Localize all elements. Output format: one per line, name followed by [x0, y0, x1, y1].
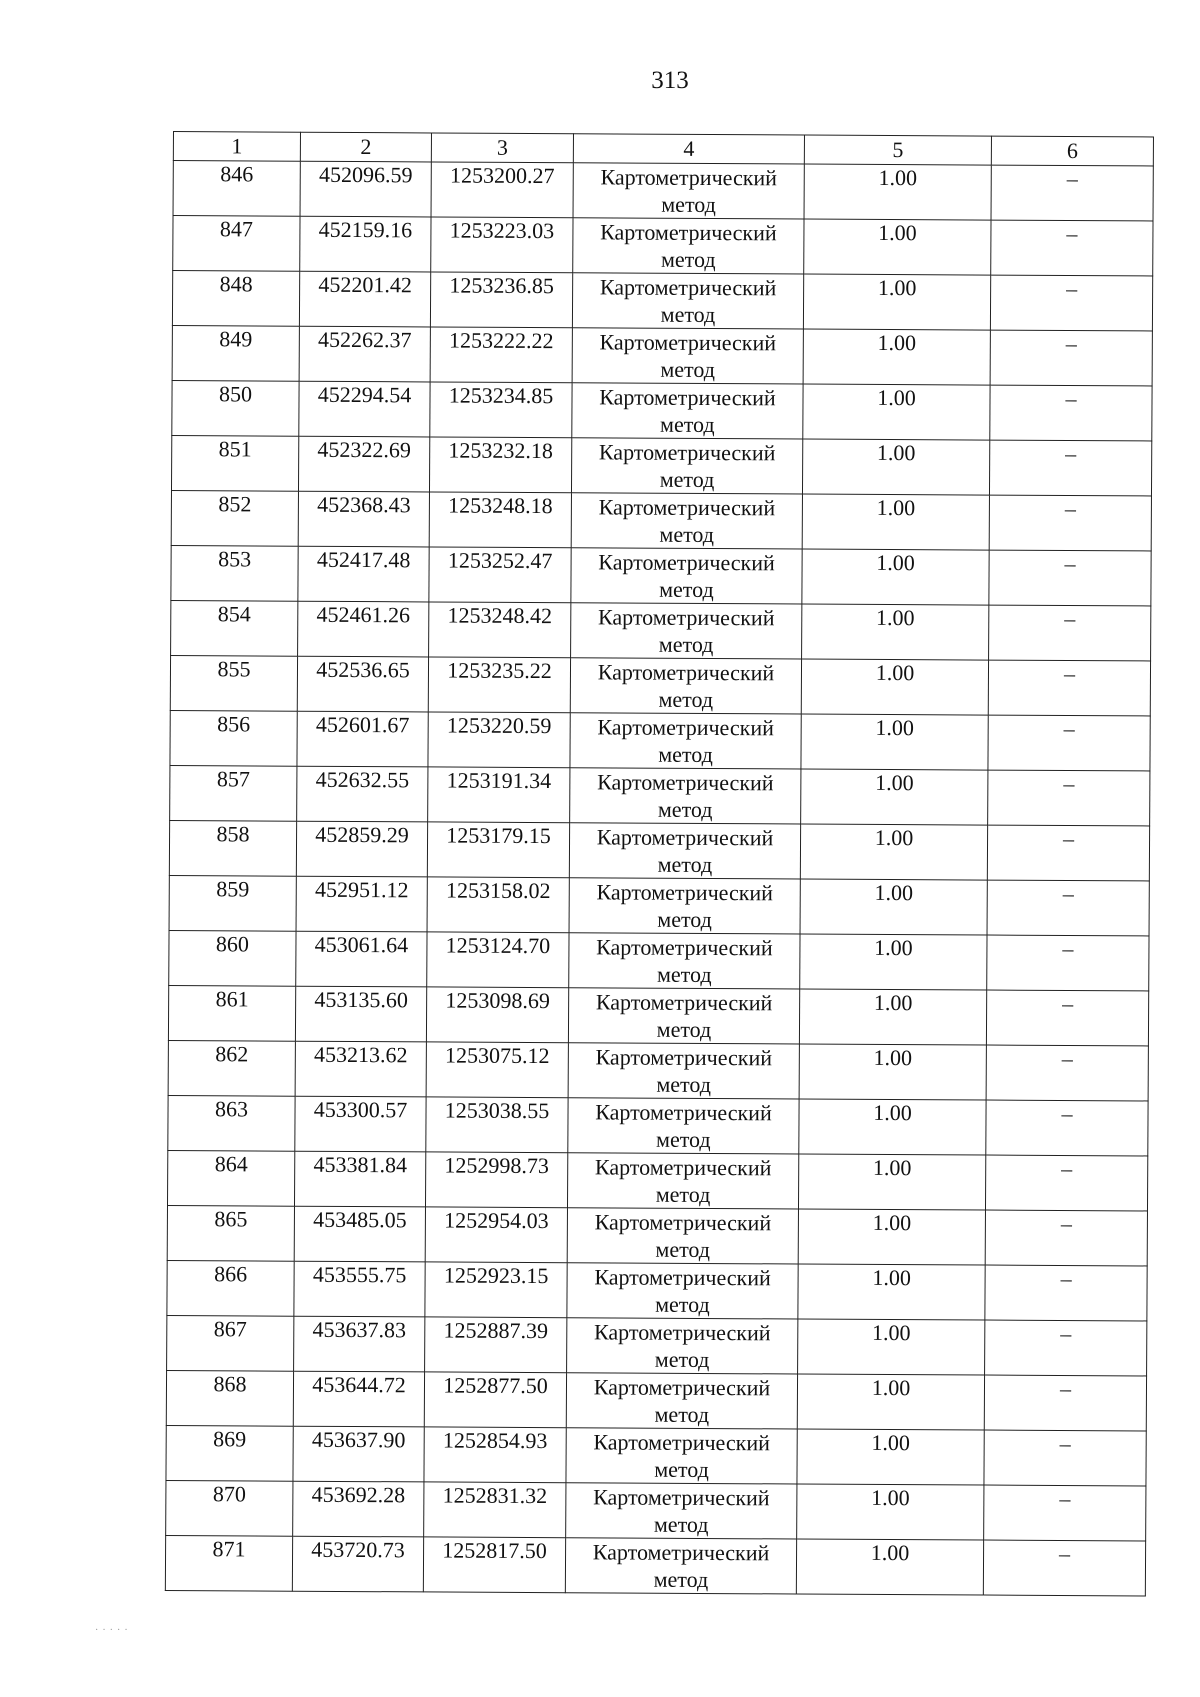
note-cell: –	[985, 1210, 1147, 1266]
x-coordinate-cell: 453213.62	[295, 1041, 426, 1097]
x-coordinate-cell: 452461.26	[298, 601, 429, 657]
method-label-line1: Картометрический	[598, 439, 776, 466]
note-cell: –	[985, 1265, 1147, 1321]
method-label-line1: Картометрический	[597, 714, 774, 741]
y-coordinate-cell: 1252877.50	[424, 1372, 566, 1428]
accuracy-cell: 1.00	[803, 384, 990, 440]
note-cell: –	[987, 825, 1149, 881]
point-number-cell: 848	[172, 271, 299, 327]
point-number-cell: 861	[168, 985, 295, 1041]
x-coordinate-cell: 452536.65	[297, 656, 428, 712]
accuracy-cell: 1.00	[802, 604, 989, 660]
method-label-line2: метод	[658, 741, 713, 768]
method-cell	[571, 493, 802, 549]
method-label-line2: метод	[660, 246, 716, 273]
accuracy-cell: 1.00	[797, 1429, 984, 1485]
y-coordinate-cell: 1252831.32	[424, 1482, 566, 1538]
method-label-line1: Картометрический	[596, 934, 773, 961]
point-number-cell: 866	[167, 1260, 294, 1316]
y-coordinate-cell: 1253220.59	[428, 712, 570, 768]
table-row	[168, 1040, 1148, 1100]
x-coordinate-cell: 452201.42	[299, 271, 430, 327]
note-cell: –	[988, 660, 1150, 716]
table-row	[171, 435, 1151, 495]
method-label-line2: метод	[654, 1346, 710, 1373]
y-coordinate-cell: 1252923.15	[425, 1262, 567, 1318]
note-cell: –	[990, 330, 1152, 386]
method-label-line1: Картометрический	[593, 1374, 771, 1401]
note-cell: –	[991, 220, 1153, 276]
method-label-line1: Картометрический	[600, 219, 777, 246]
point-number-cell: 860	[169, 930, 296, 986]
y-coordinate-cell: 1253223.03	[431, 217, 573, 273]
method-label-line1: Картометрический	[593, 1319, 771, 1346]
y-coordinate-cell: 1253179.15	[427, 822, 569, 878]
x-coordinate-cell: 452368.43	[298, 491, 429, 547]
note-cell: –	[988, 715, 1150, 771]
y-coordinate-cell: 1253235.22	[428, 657, 570, 713]
method-label-line2: метод	[656, 1126, 711, 1153]
method-cell	[570, 768, 801, 824]
method-cell	[570, 658, 801, 714]
method-label-line1: Картометрический	[595, 1044, 773, 1071]
y-coordinate-cell: 1253234.85	[430, 382, 572, 438]
y-coordinate-cell: 1253236.85	[430, 272, 572, 328]
table-row	[169, 820, 1149, 880]
point-number-cell: 870	[166, 1480, 293, 1536]
method-cell	[571, 548, 802, 604]
accuracy-cell: 1.00	[800, 879, 987, 935]
method-cell	[567, 1263, 798, 1319]
table-row	[172, 271, 1152, 331]
table-row	[168, 985, 1148, 1045]
method-label-line1: Картометрический	[597, 659, 775, 686]
point-number-cell: 855	[170, 655, 297, 711]
note-cell: –	[985, 1320, 1147, 1376]
method-cell	[566, 1428, 797, 1484]
note-cell: –	[989, 440, 1151, 496]
y-coordinate-cell: 1252854.93	[424, 1427, 566, 1483]
note-cell: –	[984, 1375, 1146, 1431]
table-row	[170, 710, 1150, 770]
note-cell: –	[984, 1485, 1146, 1541]
accuracy-cell: 1.00	[798, 1209, 985, 1265]
point-number-cell: 869	[166, 1425, 293, 1481]
note-cell: –	[983, 1540, 1145, 1596]
accuracy-cell: 1.00	[801, 714, 988, 770]
x-coordinate-cell: 453485.05	[294, 1206, 425, 1262]
method-cell	[566, 1373, 797, 1429]
x-coordinate-cell: 452096.59	[300, 161, 431, 217]
point-number-cell: 867	[167, 1315, 294, 1371]
note-cell: –	[986, 990, 1148, 1046]
x-coordinate-cell: 452159.16	[300, 216, 431, 272]
y-coordinate-cell: 1252887.39	[425, 1317, 567, 1373]
method-cell	[569, 823, 800, 879]
note-cell: –	[990, 275, 1152, 331]
point-number-cell: 851	[171, 435, 298, 491]
accuracy-cell: 1.00	[801, 659, 988, 715]
table-row	[166, 1370, 1146, 1430]
y-coordinate-cell: 1253158.02	[427, 877, 569, 933]
table-row	[169, 875, 1149, 935]
point-number-cell: 865	[167, 1205, 294, 1261]
note-cell: –	[991, 165, 1153, 221]
x-coordinate-cell: 452601.67	[297, 711, 428, 767]
table-row	[170, 765, 1150, 825]
method-cell	[569, 878, 800, 934]
table-row	[172, 380, 1152, 440]
method-label-line2: метод	[659, 576, 714, 603]
y-coordinate-cell: 1253232.18	[429, 437, 571, 493]
scan-specks: ·····	[95, 1625, 132, 1636]
accuracy-cell: 1.00	[802, 494, 989, 550]
method-label-line1: Картометрический	[599, 329, 777, 356]
table-row	[173, 216, 1153, 276]
method-label-line2: метод	[653, 1511, 709, 1538]
method-cell	[568, 1043, 799, 1099]
method-label-line2: метод	[653, 1566, 709, 1593]
method-cell	[566, 1483, 797, 1539]
column-header-2: 2	[300, 132, 431, 162]
x-coordinate-cell: 452632.55	[297, 766, 428, 822]
accuracy-cell: 1.00	[803, 329, 990, 385]
note-cell: –	[989, 605, 1151, 661]
y-coordinate-cell: 1253222.22	[430, 327, 572, 383]
note-cell: –	[984, 1430, 1146, 1486]
table-row	[167, 1260, 1147, 1320]
method-cell	[571, 438, 802, 494]
accuracy-cell: 1.00	[796, 1539, 983, 1595]
table-row	[170, 655, 1150, 715]
point-number-cell: 846	[173, 161, 300, 217]
accuracy-cell: 1.00	[798, 1154, 985, 1210]
x-coordinate-cell: 452951.12	[296, 876, 427, 932]
method-label-line1: Картометрический	[597, 604, 775, 631]
accuracy-cell: 1.00	[802, 439, 989, 495]
accuracy-cell: 1.00	[799, 1044, 986, 1100]
method-label-line2: метод	[654, 1401, 710, 1428]
method-cell	[570, 713, 801, 769]
point-number-cell: 853	[171, 545, 298, 601]
y-coordinate-cell: 1252817.50	[423, 1537, 565, 1593]
table-row	[167, 1150, 1147, 1210]
y-coordinate-cell: 1253252.47	[429, 547, 571, 603]
method-label-line1: Картометрический	[598, 494, 776, 521]
coordinates-table	[165, 131, 1154, 1596]
note-cell: –	[990, 385, 1152, 441]
column-header-1: 1	[173, 132, 300, 162]
accuracy-cell: 1.00	[804, 219, 991, 275]
accuracy-cell: 1.00	[804, 164, 991, 220]
method-label-line2: метод	[655, 1291, 710, 1318]
point-number-cell: 863	[168, 1095, 295, 1151]
method-label-line2: метод	[656, 961, 712, 988]
column-header-6: 6	[991, 136, 1153, 166]
y-coordinate-cell: 1253191.34	[428, 767, 570, 823]
point-number-cell: 859	[169, 875, 296, 931]
x-coordinate-cell: 453061.64	[296, 931, 427, 987]
accuracy-cell: 1.00	[798, 1319, 985, 1375]
method-label-line1: Картометрический	[599, 384, 776, 411]
method-cell	[573, 163, 804, 219]
point-number-cell: 871	[165, 1535, 292, 1591]
point-number-cell: 847	[173, 216, 300, 272]
table-row	[165, 1535, 1145, 1595]
table-row	[166, 1480, 1146, 1540]
method-label-line2: метод	[659, 521, 715, 548]
note-cell: –	[987, 880, 1149, 936]
x-coordinate-cell: 452294.54	[299, 381, 430, 437]
page-number: 313	[651, 67, 689, 94]
table-row	[167, 1205, 1147, 1265]
x-coordinate-cell: 452322.69	[298, 436, 429, 492]
method-cell	[569, 933, 800, 989]
y-coordinate-cell: 1252954.03	[425, 1207, 567, 1263]
accuracy-cell: 1.00	[802, 549, 989, 605]
method-label-line1: Картометрический	[594, 1154, 772, 1181]
method-label-line1: Картометрический	[598, 549, 775, 576]
y-coordinate-cell: 1253248.18	[429, 492, 571, 548]
method-label-line1: Картометрический	[595, 1099, 772, 1126]
column-header-4: 4	[573, 134, 804, 164]
y-coordinate-cell: 1253124.70	[427, 932, 569, 988]
method-label-line1: Картометрический	[596, 824, 774, 851]
accuracy-cell: 1.00	[797, 1374, 984, 1430]
method-label-line2: метод	[656, 1016, 712, 1043]
note-cell: –	[986, 1045, 1148, 1101]
accuracy-cell: 1.00	[799, 1099, 986, 1155]
point-number-cell: 858	[169, 820, 296, 876]
note-cell: –	[988, 770, 1150, 826]
method-cell	[567, 1208, 798, 1264]
table-row	[166, 1425, 1146, 1485]
column-header-3: 3	[431, 133, 573, 163]
note-cell: –	[986, 1100, 1148, 1156]
table-row	[171, 490, 1151, 550]
table-row	[172, 325, 1152, 385]
x-coordinate-cell: 453135.60	[295, 986, 426, 1042]
accuracy-cell: 1.00	[797, 1484, 984, 1540]
method-label-line2: метод	[655, 1181, 711, 1208]
y-coordinate-cell: 1253038.55	[426, 1097, 568, 1153]
method-label-line1: Картометрический	[592, 1539, 770, 1566]
table-row	[169, 930, 1149, 990]
y-coordinate-cell: 1253200.27	[431, 162, 573, 218]
x-coordinate-cell: 453720.73	[292, 1536, 423, 1592]
x-coordinate-cell: 452417.48	[298, 546, 429, 602]
accuracy-cell: 1.00	[800, 824, 987, 880]
method-label-line2: метод	[660, 356, 716, 383]
method-label-line1: Картометрический	[593, 1429, 770, 1456]
note-cell: –	[989, 550, 1151, 606]
table-row	[167, 1315, 1147, 1375]
point-number-cell: 864	[167, 1150, 294, 1206]
point-number-cell: 857	[170, 765, 297, 821]
table-row	[171, 600, 1151, 660]
method-cell	[568, 1098, 799, 1154]
method-cell	[573, 218, 804, 274]
y-coordinate-cell: 1253098.69	[426, 987, 568, 1043]
method-label-line2: метод	[660, 411, 715, 438]
point-number-cell: 856	[170, 710, 297, 766]
x-coordinate-cell: 453381.84	[294, 1151, 425, 1207]
method-cell	[567, 1153, 798, 1209]
method-label-line1: Картометрический	[597, 769, 774, 796]
method-label-line1: Картометрический	[594, 1264, 771, 1291]
x-coordinate-cell: 452262.37	[299, 326, 430, 382]
point-number-cell: 849	[172, 325, 299, 381]
method-cell	[572, 273, 803, 329]
table-row	[173, 161, 1153, 221]
y-coordinate-cell: 1253075.12	[426, 1042, 568, 1098]
table-body	[165, 161, 1153, 1596]
point-number-cell: 868	[166, 1370, 293, 1426]
method-cell	[572, 328, 803, 384]
method-label-line1: Картометрический	[593, 1484, 770, 1511]
method-label-line1: Картометрический	[599, 274, 777, 301]
y-coordinate-cell: 1253248.42	[429, 602, 571, 658]
column-header-5: 5	[804, 135, 991, 165]
method-label-line2: метод	[659, 466, 715, 493]
x-coordinate-cell: 453300.57	[295, 1096, 426, 1152]
method-label-line1: Картометрический	[600, 164, 778, 191]
point-number-cell: 862	[168, 1040, 295, 1096]
x-coordinate-cell: 453692.28	[293, 1481, 424, 1537]
point-number-cell: 854	[171, 600, 298, 656]
method-label-line2: метод	[656, 1071, 712, 1098]
method-label-line2: метод	[657, 796, 713, 823]
method-label-line1: Картометрический	[594, 1209, 772, 1236]
point-number-cell: 850	[172, 380, 299, 436]
accuracy-cell: 1.00	[798, 1264, 985, 1320]
note-cell: –	[985, 1155, 1147, 1211]
method-cell	[565, 1538, 796, 1594]
method-label-line2: метод	[660, 301, 716, 328]
accuracy-cell: 1.00	[801, 769, 988, 825]
method-label-line2: метод	[654, 1456, 709, 1483]
accuracy-cell: 1.00	[803, 274, 990, 330]
accuracy-cell: 1.00	[800, 934, 987, 990]
note-cell: –	[987, 935, 1149, 991]
method-label-line1: Картометрический	[595, 989, 773, 1016]
method-label-line2: метод	[661, 191, 716, 218]
method-cell	[568, 988, 799, 1044]
note-cell: –	[989, 495, 1151, 551]
point-number-cell: 852	[171, 490, 298, 546]
x-coordinate-cell: 452859.29	[296, 821, 427, 877]
method-cell	[567, 1318, 798, 1374]
x-coordinate-cell: 453555.75	[294, 1261, 425, 1317]
method-label-line2: метод	[658, 686, 714, 713]
y-coordinate-cell: 1252998.73	[425, 1152, 567, 1208]
method-label-line2: метод	[658, 631, 714, 658]
method-label-line1: Картометрический	[596, 879, 774, 906]
method-cell	[572, 383, 803, 439]
method-label-line2: метод	[657, 851, 713, 878]
method-label-line2: метод	[655, 1236, 711, 1263]
x-coordinate-cell: 453644.72	[293, 1371, 424, 1427]
method-cell	[571, 603, 802, 659]
table-row	[168, 1095, 1148, 1155]
table-row	[171, 545, 1151, 605]
method-label-line2: метод	[657, 906, 712, 933]
x-coordinate-cell: 453637.83	[294, 1316, 425, 1372]
x-coordinate-cell: 453637.90	[293, 1426, 424, 1482]
accuracy-cell: 1.00	[799, 989, 986, 1045]
